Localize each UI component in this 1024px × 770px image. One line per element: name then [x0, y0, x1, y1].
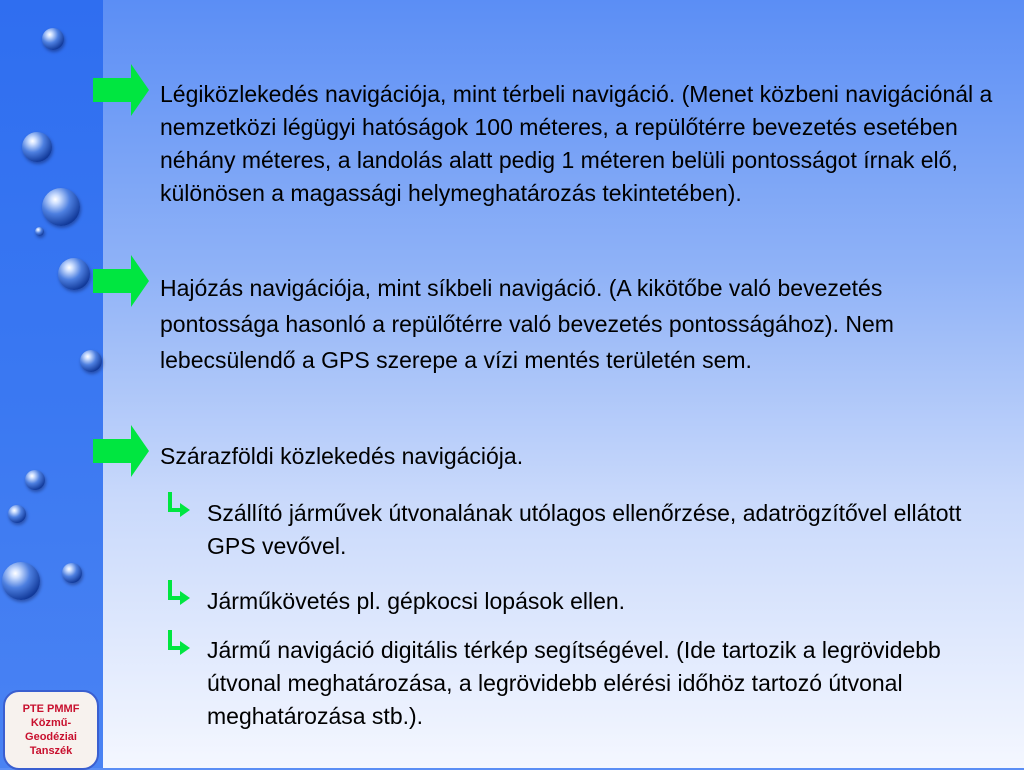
arrow-right-icon — [93, 425, 149, 477]
sub-bullet-text: Járműkövetés pl. gépkocsi lopások ellen. — [207, 588, 626, 614]
sub-bullet-text: Jármű navigáció digitális térkép segítségével. (Ide tartozik a legrövidebb útvonal meghatározása, a legrövidebb elérési időhöz tartozó útvonal meghatározása stb.). — [207, 637, 941, 729]
bubble-decoration — [80, 350, 102, 372]
sub-bullet-text: Szállító járművek útvonalának utólagos ellenőrzése, adatrögzítővel ellátott GPS vevővel. — [207, 500, 962, 559]
logo-line: Geodéziai — [25, 731, 77, 743]
department-logo — [3, 690, 99, 770]
bubble-decoration — [35, 227, 44, 236]
bullet-text: Szárazföldi közlekedés navigációja. — [160, 443, 524, 469]
arrow-right-icon — [93, 255, 149, 307]
logo-line: Tanszék — [29, 745, 73, 757]
bubble-decoration — [22, 132, 52, 162]
sidebar — [0, 0, 103, 768]
bullet-text: Hajózás navigációja, mint síkbeli navigáció. (A kikötőbe való bevezetés pontossága hasonló a repülőtérre való bevezetés pontosságához). Nem lebecsülendő a GPS szerepe a vízi mentés területén sem. — [160, 275, 894, 373]
bubble-decoration — [8, 505, 26, 523]
logo-line: Közmű- — [30, 717, 72, 729]
bubble-decoration — [2, 562, 40, 600]
hook-arrow-icon — [166, 578, 192, 608]
bubble-decoration — [42, 188, 80, 226]
arrow-right-icon — [93, 64, 149, 116]
hook-arrow-icon — [166, 490, 192, 520]
bubble-decoration — [25, 470, 45, 490]
logo-line: PTE PMMF — [22, 703, 80, 715]
bullet-text: Légiközlekedés navigációja, mint térbeli navigáció. (Menet közbeni navigációnál a nemzetközi légügyi hatóságok 100 méteres, a repülőtérre bevezetés esetében néhány méteres, a landolás alatt pedig 1 méteren belüli pontosságot írnak elő, különösen a magassági helymeghatározás tekintetében). — [160, 81, 993, 206]
bubble-decoration — [42, 28, 64, 50]
bubble-decoration — [58, 258, 90, 290]
hook-arrow-icon — [166, 628, 192, 658]
bubble-decoration — [62, 563, 82, 583]
